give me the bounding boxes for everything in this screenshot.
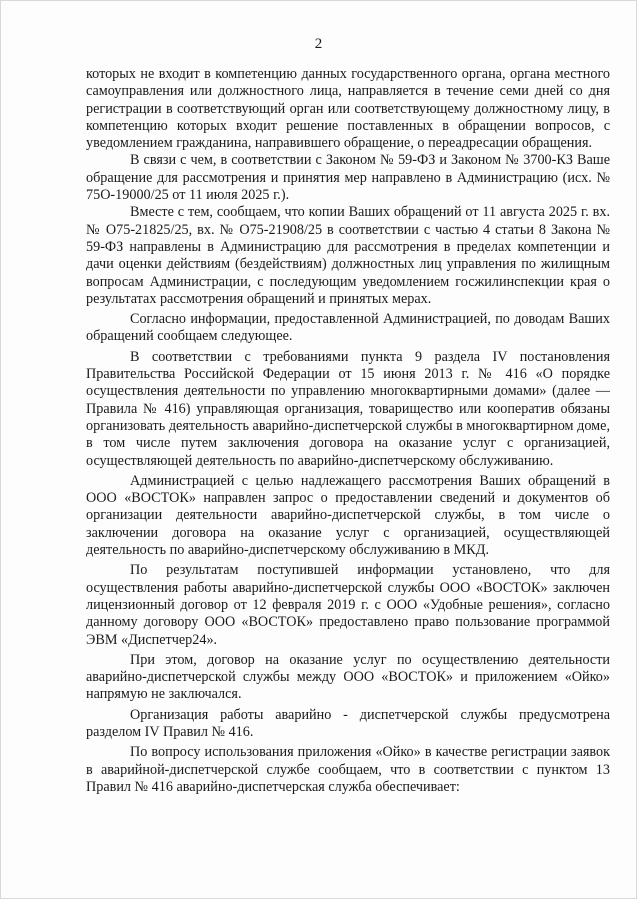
paragraph-license-agreement: По результатам поступившей информации установлено, что для осуществления работы аварийно-диспетчерской службы ООО «ВОСТОК» заключен лицензионный договор от 12 февраля 2019 г. с ООО «Удобные решения», согласно данному договору ООО «ВОСТОК» предоставлено право пользование программой ЭВМ «Диспетчер24». <box>86 562 610 648</box>
page-number: 2 <box>314 36 323 52</box>
paragraph-section-iv: Организация работы аварийно - диспетчерской службы предусмотрена разделом IV Правил № 416. <box>86 706 610 740</box>
paragraph-referral: В связи с чем, в соответствии с Законом № 59-ФЗ и Законом № 3700-КЗ Ваше обращение для рассмотрения и принятия мер направлено в Администрацию (исх. № 75О-19000/25 от 11 июля 2025 г.). <box>86 152 610 204</box>
paragraph-administration-info: Согласно информации, предоставленной Администрацией, по доводам Ваших обращений сообщаем следующее. <box>86 311 610 345</box>
paragraph-request-vostok: Администрацией с целью надлежащего рассмотрения Ваших обращений в ООО «ВОСТОК» направлен запрос о предоставлении сведений и документов об организации деятельности аварийно-диспетчерской службы, в том числе о заключении договора на оказание услуг с организацией, осуществляющей деятельность по аварийно-диспетчерскому обслуживанию в МКД. <box>86 472 610 559</box>
paragraph-copies-sent: Вместе с тем, сообщаем, что копии Ваших обращений от 11 августа 2025 г. вх. № О75-21825/25, вх. № О75-21908/25 в соответствии с частью 4 статьи 8 Закона № 59-ФЗ направлены в Администрацию для рассмотрения в пределах компетенции и дачи оценки действиям (бездействиям) должностных лиц управления по жилищным вопросам Администрации, с последующим уведомлением госжилинспекции края о результатах рассмотрения обращений и принятых мерах. <box>86 204 610 307</box>
paragraph-oiko-usage: По вопросу использования приложения «Ойко» в качестве регистрации заявок в аварийной-диспетчерской службе сообщаем, что в соответствии с пунктом 13 Правил № 416 аварийно-диспетчерская служба обеспечивает: <box>86 744 610 795</box>
paragraph-rules-416: В соответствии с требованиями пункта 9 раздела IV постановления Правительства Российской Федерации от 15 июня 2013 г. № 416 «О порядке осуществления деятельности по управлению многоквартирными домами» (далее — Правила № 416) управляющая организация, товарищество или кооператив обязаны организовать деятельность аварийно-диспетчерской службы в многоквартирном доме, в том числе путем заключения договора на оказание услуг с организацией, осуществляющей деятельность по аварийно-диспетчерскому обслуживанию. <box>86 348 610 469</box>
document-body <box>86 66 610 796</box>
paragraph-continuation: которых не входит в компетенцию данных государственного органа, органа местного самоуправления или должностного лица, направляется в течение семи дней со дня регистрации в соответствующий орган или соответствующему должностному лицу, в компетенцию которых входит решение поставленных в обращении вопросов, с уведомлением гражданина, направившего обращение, о переадресации обращения. <box>86 66 610 152</box>
paragraph-oiko-no-contract: При этом, договор на оказание услуг по осуществлению деятельности аварийно-диспетчерской службы между ООО «ВОСТОК» и приложением «Ойко» напрямую не заключался. <box>86 651 610 703</box>
